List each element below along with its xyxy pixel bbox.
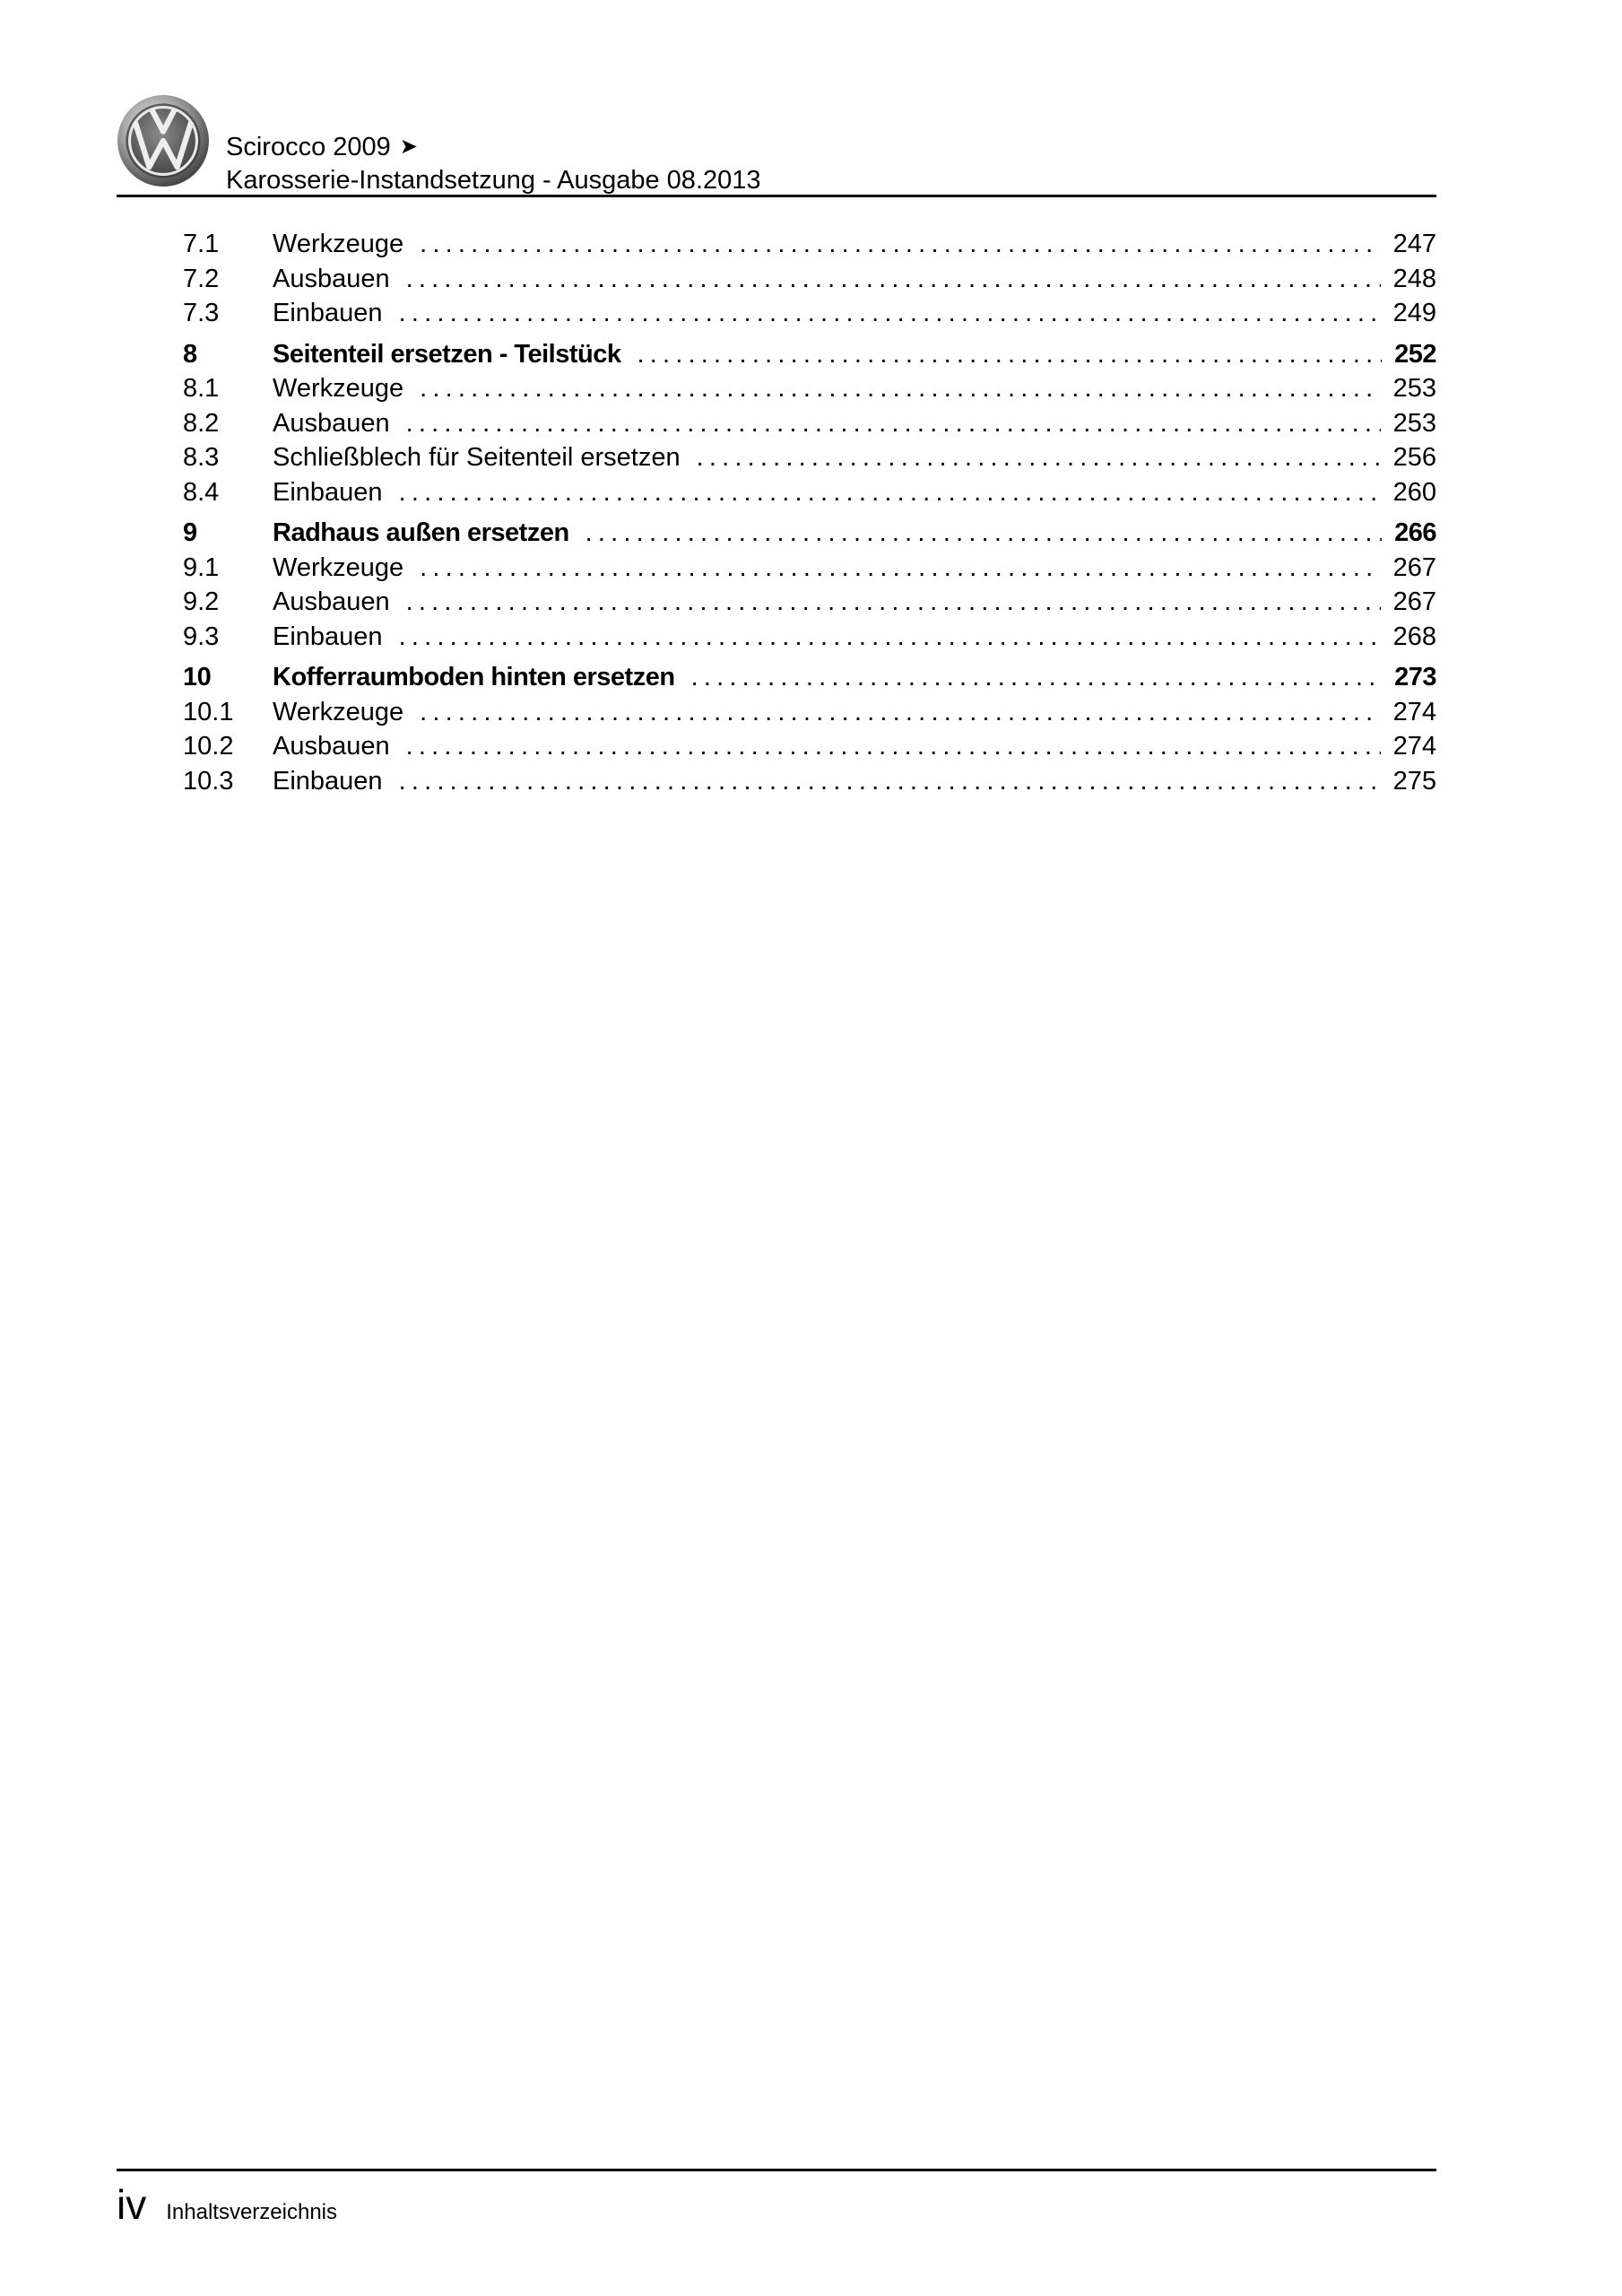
toc-leader-dots: [406, 732, 1381, 761]
toc-leader-dots: [399, 299, 1381, 328]
toc-leader-dots: [585, 518, 1382, 548]
toc-entry-page: 247: [1392, 230, 1436, 258]
toc-entry[interactable]: [183, 265, 1436, 300]
header-subtitle: Karosserie-Instandsetzung - Ausgabe 08.2013: [226, 166, 761, 195]
toc-entry-title: Radhaus außen ersetzen: [273, 518, 569, 547]
toc-leader-dots: [420, 374, 1380, 404]
toc-leader-dots: [406, 265, 1381, 294]
toc-entry[interactable]: [183, 230, 1436, 265]
toc-entry-number: 7.2: [183, 264, 220, 293]
toc-entry-number: 10.2: [183, 732, 234, 761]
footer-section-label: Inhaltsverzeichnis: [166, 2200, 337, 2224]
toc-entry-page: 274: [1392, 732, 1436, 761]
toc-chapter-entry[interactable]: [183, 663, 1436, 698]
toc-entry-title: Ausbauen: [273, 587, 390, 616]
toc-entry-title: Seitenteil ersetzen - Teilstück: [273, 339, 621, 369]
toc-chapter-entry[interactable]: [183, 340, 1436, 375]
toc-entry-title: Werkzeuge: [273, 552, 404, 582]
toc-entry-title: Werkzeuge: [273, 697, 404, 726]
toc-entry[interactable]: [183, 767, 1436, 802]
toc-entry-page: 248: [1392, 264, 1436, 293]
toc-leader-dots: [420, 230, 1380, 259]
toc-entry[interactable]: [183, 732, 1436, 767]
toc-entry-number: 10.3: [183, 766, 234, 796]
header-model: Scirocco 2009: [226, 133, 391, 161]
arrow-right-icon: ➤: [399, 135, 418, 159]
toc-entry-number: 10.1: [183, 697, 234, 726]
toc-leader-dots: [697, 443, 1381, 473]
toc-entry[interactable]: [183, 622, 1436, 657]
page-footer: [117, 2178, 337, 2231]
toc-entry-title: Schließblech für Seitenteil ersetzen: [273, 443, 681, 472]
toc-entry[interactable]: [183, 698, 1436, 733]
toc-entry[interactable]: [183, 374, 1436, 409]
toc-entry-page: 252: [1394, 339, 1436, 369]
toc-leader-dots: [638, 340, 1383, 370]
toc-entry[interactable]: [183, 443, 1436, 478]
toc-leader-dots: [420, 553, 1380, 583]
toc-leader-dots: [691, 663, 1383, 692]
toc-entry-number: 8.3: [183, 443, 220, 472]
toc-entry-number: 7.3: [183, 299, 220, 327]
header-model-line: [226, 130, 761, 164]
toc-entry-number: 8: [183, 339, 197, 369]
footer-page-number: iv: [117, 2181, 147, 2228]
toc-entry-title: Einbauen: [273, 299, 383, 327]
toc-entry-title: Ausbauen: [273, 264, 390, 293]
header-text: [226, 130, 761, 197]
toc-entry[interactable]: [183, 478, 1436, 513]
toc-entry-number: 9: [183, 518, 197, 547]
toc-entry-title: Kofferraumboden hinten ersetzen: [273, 663, 675, 691]
toc-entry-page: 256: [1392, 443, 1436, 472]
toc-entry-page: 249: [1392, 299, 1436, 327]
toc-leader-dots: [399, 622, 1381, 652]
toc-entry-number: 8.4: [183, 477, 220, 507]
toc-entry-title: Einbauen: [273, 622, 383, 651]
toc-entry-number: 9.3: [183, 622, 220, 651]
toc-entry-page: 253: [1392, 374, 1436, 403]
toc-entry-number: 9.2: [183, 587, 220, 616]
toc-entry[interactable]: [183, 409, 1436, 444]
toc-leader-dots: [406, 409, 1381, 439]
toc-leader-dots: [399, 767, 1381, 796]
toc-entry[interactable]: [183, 299, 1436, 334]
toc-entry-page: 253: [1392, 408, 1436, 438]
toc-entry-page: 266: [1394, 518, 1436, 547]
toc-leader-dots: [406, 587, 1381, 617]
vw-logo: [117, 94, 210, 187]
toc-entry-title: Einbauen: [273, 477, 383, 507]
toc-leader-dots: [420, 698, 1380, 727]
toc-entry-page: 275: [1392, 766, 1436, 796]
toc-entry[interactable]: [183, 553, 1436, 588]
toc-entry-title: Ausbauen: [273, 732, 390, 761]
toc-entry-page: 268: [1392, 622, 1436, 651]
toc-entry-number: 8.1: [183, 374, 220, 403]
page-header: [117, 94, 1436, 198]
toc-entry[interactable]: [183, 587, 1436, 622]
toc-entry-title: Werkzeuge: [273, 230, 404, 258]
table-of-contents: [183, 230, 1436, 801]
toc-entry-title: Werkzeuge: [273, 374, 404, 403]
toc-entry-number: 7.1: [183, 230, 220, 258]
toc-entry-number: 9.1: [183, 552, 220, 582]
toc-chapter-entry[interactable]: [183, 518, 1436, 553]
footer-divider: [117, 2169, 1436, 2171]
toc-entry-page: 267: [1392, 552, 1436, 582]
toc-leader-dots: [399, 478, 1381, 508]
toc-entry-page: 273: [1394, 663, 1436, 691]
toc-entry-number: 10: [183, 663, 212, 691]
toc-entry-number: 8.2: [183, 408, 220, 438]
toc-entry-title: Ausbauen: [273, 408, 390, 438]
header-divider: [117, 195, 1436, 197]
toc-entry-page: 267: [1392, 587, 1436, 616]
toc-entry-title: Einbauen: [273, 766, 383, 796]
toc-entry-page: 260: [1392, 477, 1436, 507]
toc-entry-page: 274: [1392, 697, 1436, 726]
